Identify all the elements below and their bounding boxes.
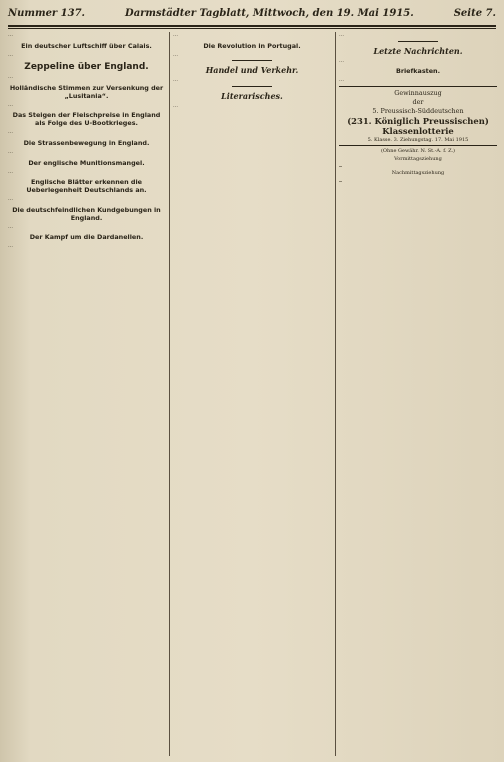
article-heading: Zeppeline über England.: [24, 62, 149, 73]
article-paragraph: …: [173, 77, 178, 84]
article-heading: Die deutschfeindlichen Kundgebungen in England.: [12, 205, 161, 222]
lottery-draw-info: (Ohne Gewähr. N. St.-A. f. Z.): [380, 148, 455, 155]
article-paragraph: …: [8, 168, 13, 175]
masthead-rule-thin: [8, 28, 496, 29]
masthead-rule: [8, 25, 496, 27]
column-middle: [173, 32, 331, 756]
column-divider: [169, 32, 170, 756]
article-paragraph: …: [339, 77, 344, 84]
article-paragraph: …: [8, 196, 13, 203]
article-paragraph: …: [8, 101, 13, 108]
box-rule: [339, 86, 497, 87]
article-paragraph: …: [8, 51, 13, 58]
article-paragraph: …: [8, 129, 13, 136]
article-heading: Die Strassenbewegung in England.: [23, 138, 150, 147]
section-heading: Letzte Nachrichten.: [373, 45, 463, 56]
article-heading: Ein deutscher Luftschiff über Calais.: [21, 41, 152, 50]
page-number: Seite 7.: [453, 8, 496, 19]
lottery-number-grid: [339, 178, 497, 184]
section-rule: [232, 86, 272, 87]
lottery-draw-info: Nachmittagsziehung: [391, 170, 445, 177]
article-heading: Das Steigen der Fleischpreise in England als Folge des U-Bootkrieges.: [12, 111, 161, 128]
column-right: [339, 32, 497, 756]
section-rule: [232, 60, 272, 61]
lottery-number: …: [339, 177, 343, 184]
lottery-draw-info: 5. Klasse. 3. Ziehungstag. 17. Mai 1915: [367, 136, 469, 143]
article-paragraph: …: [339, 57, 344, 64]
article-heading: Englische Blätter erkennen die Ueberlegenheit Deutschlands an.: [26, 178, 147, 195]
newspaper-dateline: Darmstädter Tagblatt, Mittwoch, den 19. Mai 1915.: [125, 8, 414, 19]
article-paragraph: …: [8, 32, 13, 38]
lottery-heading: Gewinnauszug: [394, 88, 442, 97]
lottery-draw-info: Vormittagsziehung: [394, 155, 442, 162]
column-left: [8, 32, 165, 756]
article-paragraph: …: [173, 32, 178, 38]
article-paragraph: …: [339, 32, 344, 38]
article-paragraph: …: [8, 243, 13, 250]
section-heading: Literarisches.: [221, 90, 283, 101]
article-heading: Briefkasten.: [395, 67, 441, 76]
article-paragraph: …: [173, 51, 178, 58]
lottery-number-grid: [339, 163, 497, 169]
article-paragraph: …: [8, 74, 13, 81]
article-heading: Der englische Munitionsmangel.: [28, 158, 145, 167]
issue-number: Nummer 137.: [8, 8, 86, 19]
article-paragraph: …: [173, 102, 178, 109]
article-paragraph: …: [8, 223, 13, 230]
lottery-subheading: der: [412, 97, 424, 106]
lottery-subheading: 5. Preussisch-Süddeutschen: [372, 106, 464, 115]
section-rule: [398, 41, 438, 42]
article-paragraph: …: [8, 148, 13, 155]
article-heading: Holländische Stimmen zur Versenkung der „Lusitania“.: [9, 83, 164, 100]
section-heading: Handel und Verkehr.: [205, 65, 299, 76]
article-heading: Die Revolution in Portugal.: [203, 41, 301, 50]
box-rule: [339, 145, 497, 146]
masthead: [8, 8, 496, 24]
lottery-number: …: [339, 163, 343, 169]
column-divider: [335, 32, 336, 756]
lottery-title: (231. Königlich Preussischen) Klassenlotterie: [347, 115, 489, 136]
article-heading: Der Kampf um die Dardanellen.: [29, 233, 144, 242]
